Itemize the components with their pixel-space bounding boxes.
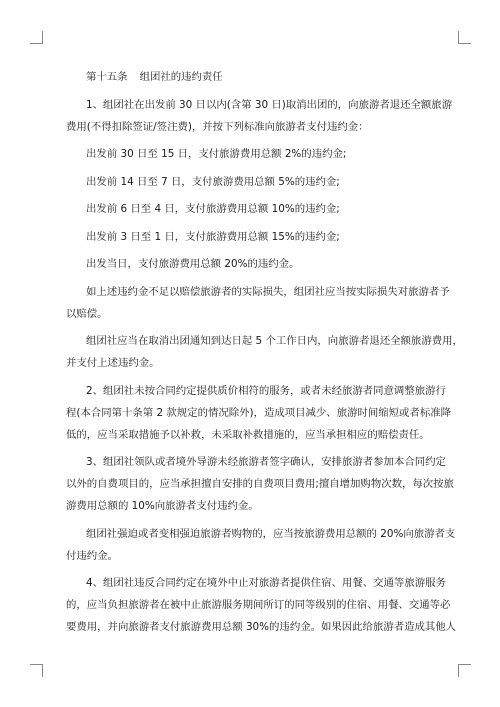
crop-mark-bottom-left [30, 664, 43, 677]
paragraph-line: 低的，应当采取措施予以补救，未采取补救措施的，应当承担相应的赔偿责任。 [66, 428, 430, 441]
paragraph-line: 程(本合同第十条第 2 款规定的情况除外)，造成项目减少、旅游时间缩短或者标准降 [66, 406, 451, 419]
paragraph-line: 组团社应当在取消出团通知到达日起 5 个工作日内，向旅游者退还全额旅游费用， [86, 335, 463, 347]
article-number: 第十五条 [86, 71, 128, 83]
paragraph-line: 如上述违约金不足以赔偿旅游者的实际损失，组团社应当按实际损失对旅游者予 [86, 285, 450, 298]
crop-mark-bottom-right [458, 664, 471, 677]
paragraph [66, 94, 453, 138]
paragraph [66, 523, 456, 567]
crop-mark-top-left [30, 31, 43, 44]
paragraph [66, 451, 454, 517]
paragraph-line: 2、组团社未按合同约定提供质价相符的服务，或者未经旅游者同意调整旅游行 [86, 384, 446, 397]
paragraph-line: 以外的自费项目的，应当承担擅自安排的自费项目费用;擅自增加购物次数，每次按旅 [66, 478, 454, 490]
paragraph-line: 费用(不得扣除签证/签注费)，并按下列标准向旅游者支付违约金： [66, 120, 369, 133]
paragraph-line: 的，应当负担旅游者在被中止旅游服务期间所订的同等级别的住宿、用餐、交通等必 [66, 599, 451, 611]
article-heading [66, 66, 438, 88]
paragraph-line: 4、组团社违反合同约定在境外中止对旅游者提供住宿、用餐、交通等旅游服务 [86, 577, 446, 589]
paragraph-line: 出发前 14 日至 7 日，支付旅游费用总额 5%的违约金; [86, 175, 340, 188]
paragraph-line: 付违约金。 [66, 549, 118, 562]
paragraph-line: 要费用，并向旅游者支付旅游费用总额 30%的违约金。如果因此给旅游者造成其他人 [66, 621, 457, 633]
paragraph-line: 游费用总额的 10%向旅游者支付违约金。 [66, 500, 259, 512]
paragraph-line: 出发当日，支付旅游费用总额 20%的违约金。 [86, 258, 300, 270]
paragraph [66, 572, 457, 638]
paragraph-line: 出发前 3 日至 1 日，支付旅游费用总额 15%的违约金; [86, 230, 340, 243]
paragraph-line: 出发前 30 日至 15 日，支付旅游费用总额 2%的违约金; [86, 148, 347, 160]
paragraph-line: 1、组团社在出发前 30 日以内(含第 30 日)取消出团的，向旅游者退还全额旅游 [86, 98, 453, 111]
paragraph-line: 组团社强迫或者变相强迫旅游者购物的，应当按旅游费用总额的 20%向旅游者支 [86, 527, 456, 540]
document-body [66, 66, 463, 638]
paragraph-line: 以赔偿。 [66, 307, 108, 320]
paragraph [66, 380, 451, 446]
paragraph-line: 出发前 6 日至 4 日，支付旅游费用总额 10%的违约金; [86, 203, 340, 215]
paragraph-line: 3、组团社领队或者境外导游未经旅游者签字确认，安排旅游者参加本合同约定 [86, 456, 446, 468]
paragraph-line: 并支付上述违约金。 [66, 357, 160, 369]
paragraph [66, 330, 463, 374]
article-title: 组团社的违约责任 [139, 71, 223, 83]
paragraph [66, 281, 450, 325]
crop-mark-top-right [458, 31, 471, 44]
